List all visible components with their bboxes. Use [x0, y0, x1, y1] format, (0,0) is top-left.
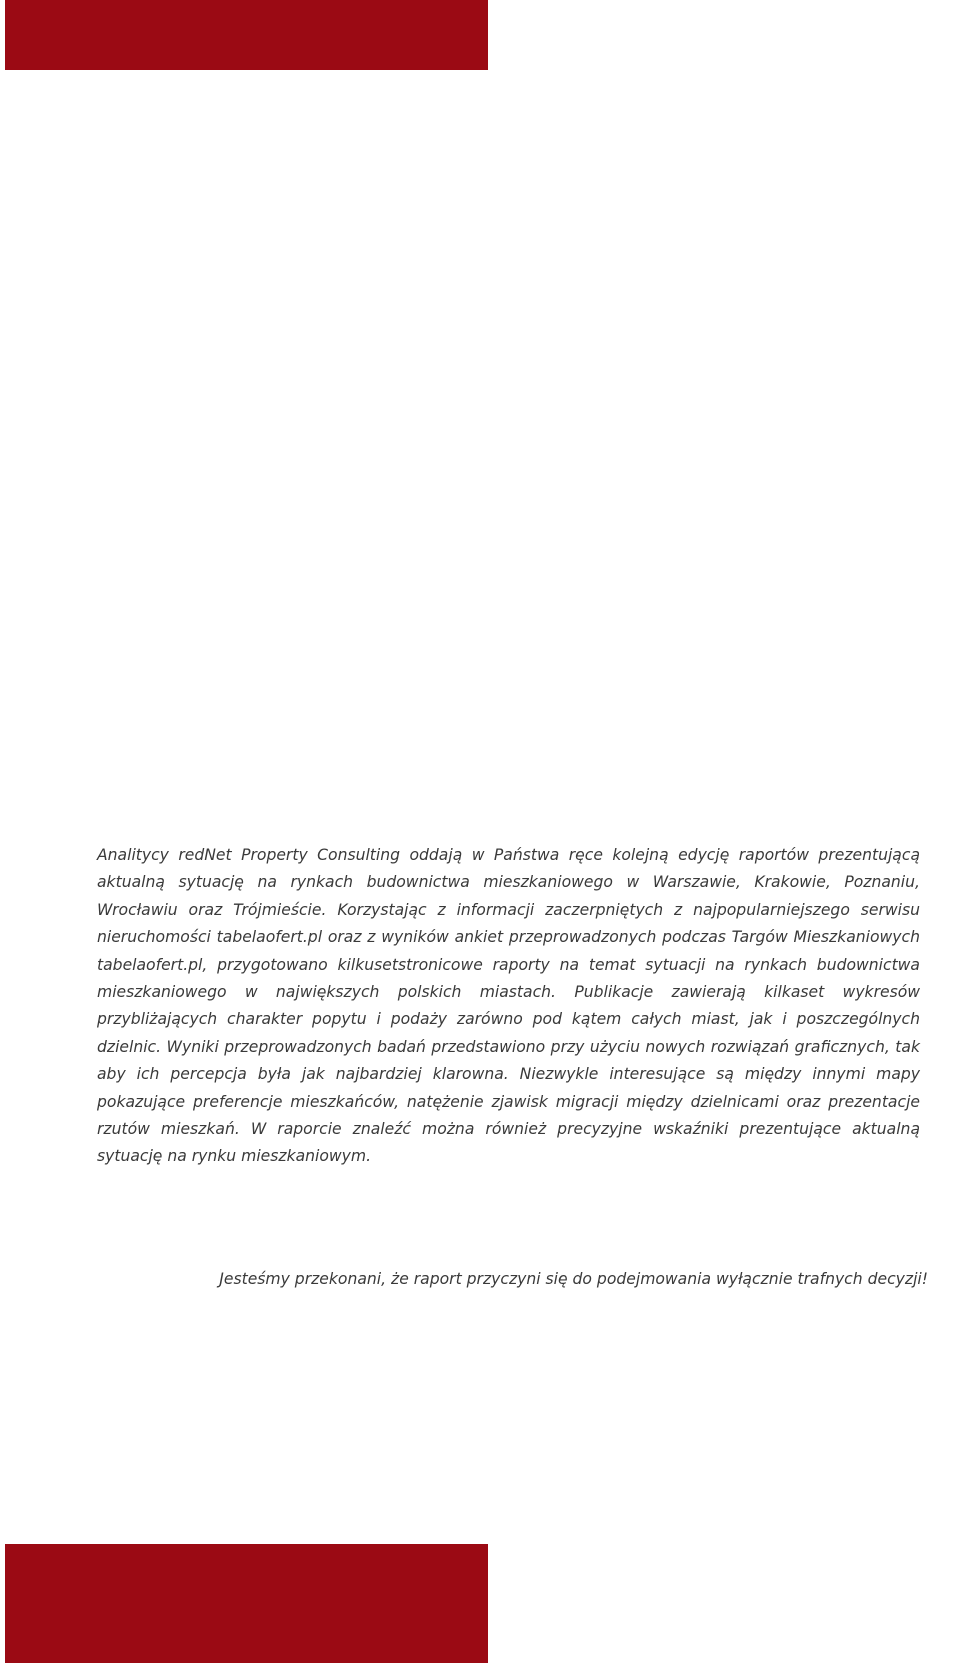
intro-paragraph: Analitycy redNet Property Consulting oddają w Państwa ręce kolejną edycję raportów prezentującą aktualną sytuację na rynkach budownictwa mieszkaniowego w Warszawie, Krakowie, Poznaniu, Wrocławiu oraz Trójmieście. Korzystając z informacji zaczerpniętych z najpopularniejszego serwisu nieruchomości tabelaofert.pl oraz z wyników ankiet przeprowadzonych podczas Targów Mieszkaniowych tabelaofert.pl, przygotowano kilkusetstronicowe raporty na temat sytuacji na rynkach budownictwa mieszkaniowego w największych polskich miastach. Publikacje zawierają kilkaset wykresów przybliżających charakter popytu i podaży zarówno pod kątem całych miast, jak i poszczególnych dzielnic. Wyniki przeprowadzonych badań przedstawiono przy użyciu nowych rozwiązań graficznych, tak aby ich percepcja była jak najbardziej klarowna. Niezwykle interesujące są między innymi mapy pokazujące preferencje mieszkańców, natężenie zjawisk migracji między dzielnicami oraz prezentacje rzutów mieszkań. W raporcie znaleźć można również precyzyjne wskaźniki prezentujące aktualną sytuację na rynku mieszkaniowym.: [97, 846, 920, 1166]
closing-statement: Jesteśmy przekonani, że raport przyczyni się do podejmowania wyłącznie trafnych decyzji!: [219, 1270, 928, 1288]
top-accent-band: [5, 0, 488, 70]
bottom-accent-band: [5, 1544, 488, 1663]
